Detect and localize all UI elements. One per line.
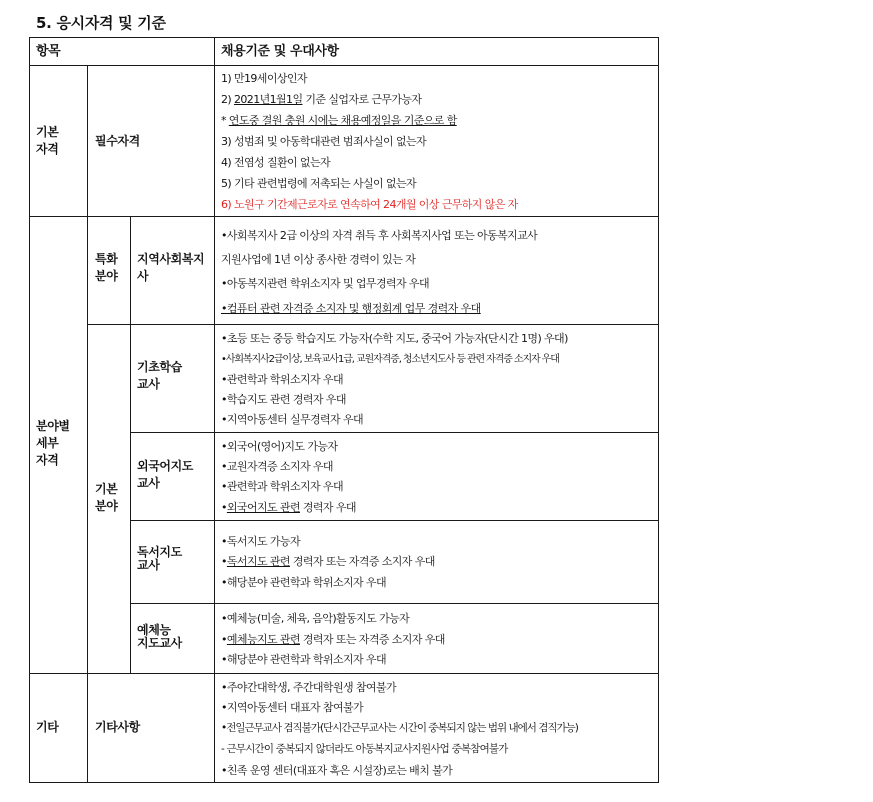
list-item: 5) 기타 관련법령에 저촉되는 사실이 없는자 [221,177,417,190]
sub-etc: 기타사항 [95,720,140,734]
table-border-top [29,37,659,38]
table-border-right [658,37,659,783]
table-row-line [29,216,659,217]
list-item: •독서지도 가능자 [221,535,300,548]
table-border-left [29,37,30,783]
list-item: •독서지도 관련 경력자 또는 자격증 소지자 우대 [221,555,435,568]
table-border-bottom [29,782,659,783]
list-item: •예체능(미술, 체육, 음악)활동지도 가능자 [221,612,410,625]
list-item: •아동복지관련 학위소지자 및 업무경력자 우대 [221,277,429,290]
list-item: •교원자격증 소지자 우대 [221,460,333,473]
list-item: 지원사업에 1년 이상 종사한 경력이 있는 자 [221,253,416,266]
list-item: •주야간대학생, 주간대학원생 참여불가 [221,681,396,694]
list-item: •사회복지사 2급 이상의 자격 취득 후 사회복지사업 또는 아동복지교사 [221,229,538,242]
category-etc: 기타 [36,720,59,734]
sub-reading-teacher: 독서지도 교사 [137,545,182,572]
list-item: •초등 또는 중등 학습지도 가능자(수학 지도, 중국어 가능자(단시간 1명) 우대) [221,332,568,345]
section-title: 5. 응시자격 및 기준 [36,14,166,32]
sub-arts-teacher: 예체능 지도교사 [137,623,182,650]
list-item: 1) 만19세이상인자 [221,72,307,85]
list-item: •예체능지도 관련 경력자 또는 자격증 소지자 우대 [221,633,445,646]
category-detail: 분야별 세부 자격 [36,419,70,467]
sub-social-worker: 지역사회복지 사 [137,252,205,283]
sub-required: 필수자격 [95,134,140,148]
list-item: •학습지도 관련 경력자 우대 [221,393,346,406]
table-row-line [87,324,659,325]
list-item: •외국어지도 관련 경력자 우대 [221,501,356,514]
list-item: •해당분야 관련학과 학위소지자 우대 [221,576,386,589]
table-row-line [130,520,659,521]
list-item: - 근무시간이 중복되지 않더라도 아동복지교사지원사업 중복참여불가 [221,743,508,755]
list-item: •사회복지사2급이상, 보육교사1급, 교원자격증, 청소년지도사 등 관련 자격증 소지자 우대 [221,354,559,365]
list-item: •해당분야 관련학과 학위소지자 우대 [221,653,386,666]
list-item: •컴퓨터 관련 자격증 소지자 및 행정회계 업무 경력자 우대 [221,302,481,315]
sub-foreign-teacher: 외국어지도 교사 [137,459,193,490]
list-item: 2) 2021년1월1일 기준 실업자로 근무가능자 [221,93,422,106]
list-item: •관련학과 학위소지자 우대 [221,373,343,386]
list-item: •전일근무교사 겸직불가(단시간근무교사는 시간이 중복되지 않는 범위 내에서 겸직가능) [221,722,578,734]
table-row-line [130,603,659,604]
header-item: 항목 [36,44,61,59]
field-basic: 기본 분야 [95,482,118,513]
list-item: 3) 성범죄 및 아동학대관련 범죄사실이 없는자 [221,135,427,148]
list-item: •지역아동센터 실무경력자 우대 [221,413,364,426]
category-basic: 기본 자격 [36,125,59,156]
table-divider-category [87,65,88,783]
table-row-line [130,432,659,433]
list-item: 6) 노원구 기간제근로자로 연속하여 24개월 이상 근무하지 않은 자 [221,198,518,211]
list-item: •외국어(영어)지도 가능자 [221,440,338,453]
list-item: * 연도중 결원 충원 시에는 채용예정일을 기준으로 함 [221,114,457,127]
table-row-line [29,673,659,674]
header-criteria: 채용기준 및 우대사항 [221,44,339,59]
list-item: •지역아동센터 대표자 참여불가 [221,701,364,714]
list-item: •관련학과 학위소지자 우대 [221,480,343,493]
list-item: •친족 운영 센터(대표자 혹은 시설장)로는 배치 불가 [221,764,453,777]
field-special: 특화 분야 [95,252,118,283]
sub-study-teacher: 기초학습 교사 [137,360,182,391]
list-item: 4) 전염성 질환이 없는자 [221,156,331,169]
table-row-line [29,65,659,66]
table-divider-main [214,37,215,783]
table-divider-field [130,216,131,673]
